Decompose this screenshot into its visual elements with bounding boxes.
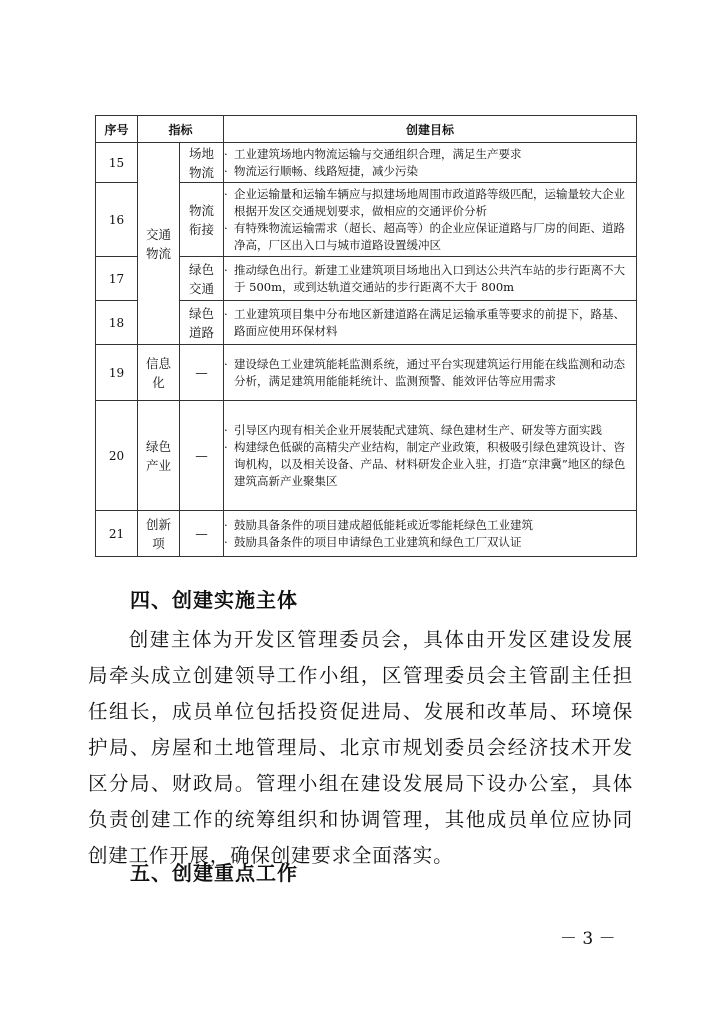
category-cell [138, 143, 180, 345]
goal-item: · 引导区内现有相关企业开展装配式建筑、绿色建材生产、研发等方面实践 [224, 422, 603, 437]
subcategory-cell: — [180, 345, 224, 401]
page-number: － 3 － [560, 929, 616, 949]
category-cell: 信息化 [138, 345, 180, 401]
section-heading-5: 五、创建重点工作 [130, 861, 298, 885]
row-seq: 17 [96, 257, 138, 301]
header-seq: 序号 [96, 116, 138, 143]
table-row [96, 511, 637, 557]
row-seq: 20 [96, 401, 138, 511]
subcategory-cell: 场地物流 [180, 143, 224, 183]
header-indicator: 指标 [138, 116, 224, 143]
category-cell: 绿色产业 [138, 401, 180, 511]
table-header-row [96, 116, 637, 143]
row-seq: 18 [96, 301, 138, 345]
goal-cell [224, 183, 637, 257]
indicator-table [95, 115, 637, 557]
table-row [96, 401, 637, 511]
goal-item: · 有特殊物流运输需求（超长、超高等）的企业应保证道路与厂房的间距、道路净高，厂区出入口与城市道路设置缓冲区 [224, 220, 626, 252]
section-4-paragraph: 创建主体为开发区管理委员会，具体由开发区建设发展局牵头成立创建领导工作小组，区管理委员会主管副主任担任组长，成员单位包括投资促进局、发展和改革局、环境保护局、房屋和土地管理局、北京市规划委员会经济技术开发区分局、财政局。管理小组在建设发展局下设办公室，具体负责创建工作的统筹组织和协调管理，其他成员单位应协同创建工作开展，确保创建要求全面落实。 [88, 628, 633, 867]
category-label: 交通物流 [145, 226, 171, 261]
row-seq: 16 [96, 183, 138, 257]
subcategory-cell: 物流衔接 [180, 183, 224, 257]
table-row [96, 143, 637, 183]
subcategory-cell: — [180, 401, 224, 511]
subcategory-cell: 绿色交通 [180, 257, 224, 301]
goal-cell [224, 143, 637, 183]
goal-item: · 推动绿色出行。新建工业建筑项目场地出入口到达公共汽车站的步行距离不大于 500m，或到达轨道交通站的步行距离不大于 800m [224, 262, 626, 294]
goal-cell [224, 301, 637, 345]
category-cell: 创新项 [138, 511, 180, 557]
header-goal: 创建目标 [224, 116, 637, 143]
goal-cell [224, 345, 637, 401]
goal-item: · 建设绿色工业建筑能耗监测系统，通过平台实现建筑运行用能在线监测和动态分析，满足建筑用能能耗统计、监测预警、能效评估等应用需求 [224, 356, 626, 388]
goal-item: · 鼓励具备条件的项目申请绿色工业建筑和绿色工厂双认证 [224, 534, 522, 549]
goal-cell [224, 511, 637, 557]
row-seq: 15 [96, 143, 138, 183]
row-seq: 21 [96, 511, 138, 557]
goal-item: · 工业建筑场地内物流运输与交通组织合理，满足生产要求 [224, 146, 522, 161]
goal-cell [224, 401, 637, 511]
subcategory-cell: 绿色道路 [180, 301, 224, 345]
section-heading-4: 四、创建实施主体 [130, 588, 298, 612]
goal-item: · 物流运行顺畅、线路短捷，减少污染 [224, 163, 419, 178]
row-seq: 19 [96, 345, 138, 401]
goal-item: · 工业建筑项目集中分布地区新建道路在满足运输承重等要求的前提下，路基、路面应使用环保材料 [224, 306, 626, 338]
subcategory-cell: — [180, 511, 224, 557]
table-row [96, 345, 637, 401]
goal-item: · 鼓励具备条件的项目建成超低能耗或近零能耗绿色工业建筑 [224, 517, 534, 532]
goal-cell [224, 257, 637, 301]
goal-item: · 构建绿色低碳的高精尖产业结构，制定产业政策，积极吸引绿色建筑设计、咨询机构，以及相关设备、产品、材料研发企业入驻，打造“京津冀”地区的绿色建筑高新产业聚集区 [224, 439, 626, 488]
goal-item: · 企业运输量和运输车辆应与拟建场地周围市政道路等级匹配，运输量较大企业根据开发区交通规划要求，做相应的交通评价分析 [224, 186, 626, 218]
